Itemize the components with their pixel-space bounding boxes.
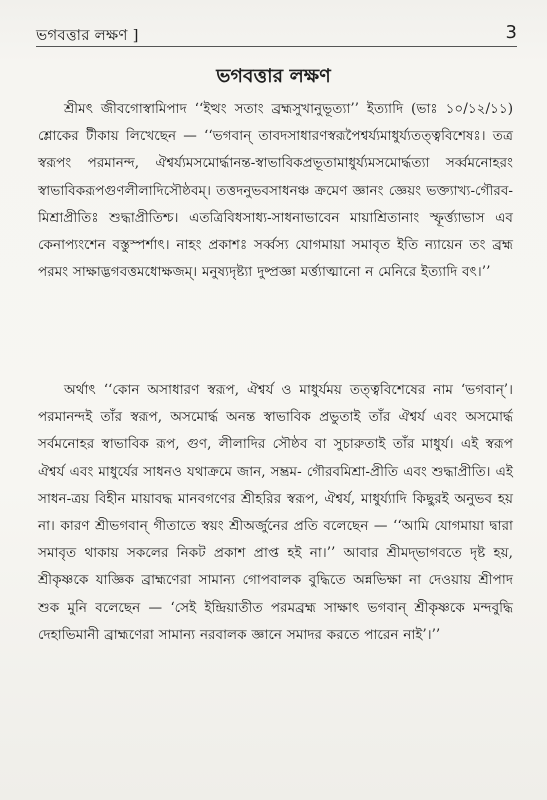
section-heading: ভগবত্তার লক্ষণ [216, 65, 331, 87]
paragraph-2-text: অর্থাৎ ‘‘কোন অসাধারণ স্বরূপ, ঐশ্বর্য ও মাধুর্যময় তত্ত্ববিশেষের নাম ‘ভগবান্’। পরমানন্দই তাঁর স্বরূপ, অসমোর্দ্ধ অনন্ত স্বাভাবিক প্রভুতাই তাঁর ঐশ্বর্য এবং অসমোর্দ্ধ সর্বমনোহর স্বাভাবিক রূপ, গুণ, লীলাদির সৌষ্ঠব বা সুচারুতাই তাঁর মাধুর্য। এই স্বরূপ ঐশ্বর্য এবং মাধুর্যের সাধনও যথাক্রমে জান, সম্ভ্রম- গৌরবমিশ্রা-প্রীতি এবং শুদ্ধাপ্রীতি। এই সাধন-ত্রয় বিহীন মায়াবদ্ধ মানবগণের শ্রীহরির স্বরূপ, ঐশ্বর্য, মাধুর্য্যাদি কিছুরই অনুভব হয় না। কারণ শ্রীভগবান্ গীতাতে স্বয়ং শ্রীঅর্জুনের প্রতি বলেছেন — ‘‘আমি যোগমায়া দ্বারা সমাবৃত থাকায় সকলের নিকট প্রকাশ প্রাপ্ত হই না।’’ আবার শ্রীমদ্‌ভাগবতে দৃষ্ট হয়, শ্রীকৃষ্ণকে যাজ্ঞিক ব্রাহ্মণেরা সামান্য গোপবালক বুদ্ধিতে অন্নভিক্ষা না দেওয়ায় শ্রীপাদ শুক মুনি বলেছেন — ‘সেই ইন্দ্রিয়াতীত পরমব্রহ্ম সাক্ষাৎ ভগবান্ শ্রীকৃষ্ণকে মন্দবুদ্ধি দেহাভিমানী ব্রাহ্মণেরা সামান্য নরবালক জ্ঞানে সমাদর করতে পারেন নাই’।’’ [38, 382, 513, 643]
running-head-title: ভগবত্তার লক্ষণ ] [36, 26, 139, 44]
paragraph-2 [38, 377, 513, 649]
paragraph-1-text: শ্রীমৎ জীবগোস্বামিপাদ ‘‘ইত্থং সতাং ব্রহ্মসুখানুভূত্যা’’ ইত্যাদি (ভাঃ ১০/১২/১১) শ্লোকের টীকায় লিখেছেন — ‘‘ভগবান্ তাবদসাধারণস্বরূপৈশ্বর্য্যমাধুর্য্যতত্ত্ববিশেষঃ। তত্র স্বরূপং পরমানন্দ, ঐশ্বর্য্যমসমোর্দ্ধানন্ত-স্বাভাবিকপ্রভূতামাধুর্য্যমসমোর্দ্ধত্যা সর্ব্বমনোহরং স্বাভাবিকরূপগুণলীলাদিসৌষ্ঠবম্। তত্তদনুভবসাধনঞ্চ ক্রমেণ জ্ঞানং জ্ঞেয়ং ভক্ত্যাখ্য-গৌরব-মিশ্রাপ্রীতিঃ শুদ্ধাপ্রীতিশ্চ। এতত্রিবিধসাধ্য-সাধনাভাবেন মায়াশ্রিতানাং স্ফূর্ত্ত্যাভাস এব কেনাপ্যংশেন বস্তুস্পর্শাৎ। নাহং প্রকাশঃ সর্ব্বস্য যোগমায়া সমাবৃত ইতি ন্যায়েন তং ব্রহ্ম পরমং সাক্ষাদ্ভগবত্তমধোক্ষজম্। মনুষ্যদৃষ্ট্যা দুষ্প্রজ্ঞা মর্ত্ত্যাত্মানো ন মেনিরে ইত্যাদি বৎ।’’ [38, 101, 513, 281]
running-head [36, 22, 517, 47]
paragraph-1 [38, 96, 513, 286]
page-number: 3 [505, 22, 517, 43]
